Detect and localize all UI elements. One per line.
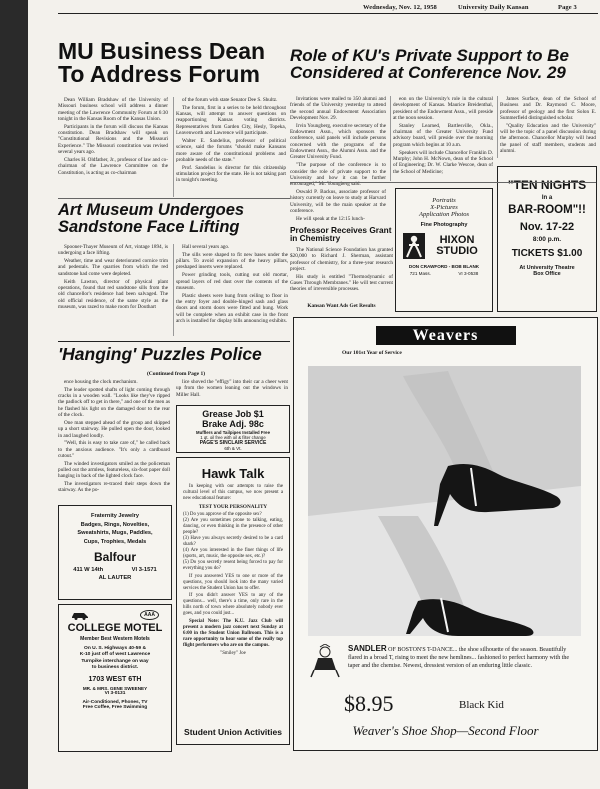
museum-para: Plastic sheets were hung from ceiling to floor in the entry foyer and double-hinged sash and glass doors and storm doors were fitted and hung. Work will be complete when an exhibit case in the front arch is installed for display bills announcing exhibits.	[176, 292, 288, 324]
puzzles-para: One man stepped ahead of the group and skipped up a short stairway. He pulled open the door, looked in and laughed loudly.	[58, 419, 170, 439]
conference-para: Stanley Learned, Bartlesville, Okla., chairman of the Greater University Fund advisory board, will preside over the morning program which begins at 10 a.m.	[393, 122, 493, 148]
grease-line6: 6th & Vt.	[224, 446, 242, 451]
grease-line5: PAGE'S SINCLAIR SERVICE	[199, 440, 267, 446]
conference-col2	[393, 96, 493, 176]
theatre-venue: At University Theatre	[519, 265, 575, 271]
newspaper-page	[28, 0, 600, 789]
section-rule	[58, 198, 290, 199]
hawk-intro: In keeping with our attempts to raise the cultural level of this campus, we now present a new educational feature:	[183, 484, 283, 501]
motel-member: Member Best Western Motels	[80, 636, 150, 642]
conference-para: Speakers will include Chancellor Franklin D. Murphy; John H. McNown, dean of the School of Engineering; Dr. W. Clarke Wescoe, dean of the School of Medicine;	[393, 149, 493, 175]
conference-para: eon on the University's role in the cultural development of Kansas. Maurice Breidenthal, president of the Endowment Assn., will preside at the noon session.	[393, 96, 493, 122]
theatre-box: Box Office	[533, 271, 561, 277]
grease-line3: Mufflers and Tailpipes Installed Free	[196, 430, 270, 435]
car-icon	[71, 610, 89, 620]
conference-para: Invitations were mailed to 350 alumni and friends of the University yesterday to attend the second annual Endowment Association Development Nov. 29.	[290, 96, 386, 122]
forum-col2	[176, 97, 286, 185]
hawk-talk-title: Hawk Talk	[201, 466, 265, 481]
forum-headline: MU Business Dean To Address Forum	[58, 38, 266, 88]
conference-para: "Quality Education and the University" will be the topic of a panel discussion during the afternoon. Chancellor Murphy will head the panel of staff members, students and alumni.	[500, 122, 596, 155]
balfour-phone: VI 3-1571	[131, 566, 157, 573]
column-rule	[390, 96, 391, 181]
forum-para: Participants in the forum will discuss the Kansas constitution. Dean Bradshaw will speak on "Constitutional Revisions and the Missouri Experience." The Missouri constitution was revised several years ago.	[58, 123, 168, 156]
forum-para: Charles H. Oldfather, Jr., professor of law and co-chairman of the Lawrence Committee on the Constitution, is acting as co-chairman	[58, 156, 168, 176]
hixon-line: Portraits	[432, 197, 456, 204]
puzzles-para: ence housing the clock mechanism.	[64, 379, 138, 385]
conference-para: "The purpose of the conference is to consider the role of private support to the University and how it can be further encouraged," Mr. Youngberg said.	[290, 162, 386, 188]
theatre-in: In a	[541, 195, 553, 201]
hixon-phone: VI 3-0538	[458, 271, 479, 276]
conference-para: James Surface, dean of the School of Business and Dr. Raymond C. Moore, professor of geology and the first Solon E. Summerfield distinguished scholar.	[500, 96, 596, 122]
weavers-ad	[293, 317, 598, 751]
masthead-rule	[58, 13, 598, 14]
continued-line: (Continued from Page 1)	[146, 371, 206, 377]
college-motel-ad	[58, 604, 172, 752]
balfour-address: 411 W 14th	[73, 566, 104, 573]
dancer-icon	[403, 233, 425, 259]
conference-col3	[500, 96, 596, 156]
masthead-date: Wednesday, Nov. 12, 1958	[363, 4, 437, 11]
forum-para: Dean William Bradshaw of the University of Missouri business school will address a dinner meeting of the Lawrence Community Forum at 6:30 tonight in the Kansas Room of the Kansas Union.	[58, 97, 168, 123]
forum-para: Walter E. Sandelius, professor of political science, said the forums "should make Kansans more aware of the constitutional problems and probable needs of the state."	[176, 137, 286, 163]
hawk-question: (2) Are you sometimes prone to talking, eating, dancing, or even thinking in the presence of other people?	[183, 518, 283, 536]
hixon-line: Application Photos	[418, 211, 469, 218]
conference-para: Irvin Youngberg, executive secretary of the Endowment Assn., which sponsors the conference, said panels will include persons concerned with the programs of the Endowment Assn., the Alumni Assn. and the Greater University Fund.	[290, 122, 386, 161]
conference-para: Oswald P. Backus, associate professor of history currently on leave to study at Harvard University, will be the main speaker at the conference.	[290, 188, 386, 215]
hawk-talk-content	[177, 481, 289, 657]
column-rule	[173, 97, 174, 197]
grant-para: The National Science Foundation has granted $20,000 to Richard J. Sherman, assistant professor of chemistry, for a three-year research project.	[290, 247, 393, 273]
conference-para: He will speak at the 12:15 lunch-	[296, 215, 365, 222]
grease-line1: Grease Job $1	[202, 409, 264, 419]
balfour-line: Badges, Rings, Novelties,	[80, 521, 150, 528]
clown-illustration	[308, 644, 342, 678]
forum-col1	[58, 97, 168, 177]
weavers-logo: Weavers	[376, 326, 516, 345]
puzzles-para: The winded investigators smiled as the policeman pulled out the armless, featureless, six-foot paper doll hanging in back of the lighted clock face.	[58, 460, 170, 480]
motel-line: On U. S. Highways 40-59 &	[84, 646, 146, 651]
section-rule	[58, 341, 290, 342]
conference-headline: Role of KU's Private Support to Be Considered at Conference Nov. 29	[290, 46, 569, 83]
hawk-special: Special Note: The K.U. Jazz Club will present a modern jazz concert next Sunday at 6:00 in the Student Union Ballroom. This is a rare opportunity to hear some of the really top flight performers who are on the campus.	[183, 618, 283, 648]
hixon-name: HIXON STUDIO	[436, 234, 478, 257]
motel-phone: VI 3-0131	[104, 690, 126, 696]
puzzles-para: "Well, this is easy to take care of," he called back to the anxious audience. "It's only a cardboard cutout."	[58, 440, 170, 459]
motel-owners: MR. & MRS. GENE SWEENEY	[82, 685, 148, 691]
column-rule	[497, 96, 498, 158]
forum-para: of the forum with state Senator Dee S. Shultz.	[182, 97, 278, 103]
want-ads-line: Kansan Want Ads Get Results	[307, 303, 376, 309]
masthead-paper: University Daily Kansan	[458, 4, 529, 11]
hawk-question: (1) Do you approve of the opposite sex?	[183, 512, 262, 518]
hawk-para: If you didn't answer YES to any of the questions... well, there's a time, only rare in the hills north of town where absolutely nobody ever goes, and you could just...	[183, 593, 283, 617]
hixon-names: DON CRAWFORD - BOB BLANK	[408, 264, 480, 269]
grease-line2: Brake Adj. 98c	[202, 419, 264, 429]
motel-line: Air-Conditioned, Phones, TV	[82, 699, 148, 705]
hawk-sign: "Smiley" Joe	[220, 650, 246, 656]
section-rule	[290, 182, 596, 183]
museum-headline: Art Museum Undergoes Sandstone Face Lifting	[58, 201, 245, 236]
theatre-tickets: TICKETS $1.00	[511, 248, 583, 259]
masthead-page: Page 3	[558, 4, 577, 11]
theatre-time: 8:00 p.m.	[532, 236, 562, 243]
sandler-copy	[348, 644, 580, 670]
motel-address: 1703 WEST 6TH	[88, 675, 142, 683]
motel-line: K-10 just off of west Lawrence	[79, 652, 151, 658]
museum-col2	[176, 244, 288, 326]
theatre-barroom: BAR-ROOM"!!	[508, 204, 586, 216]
puzzles-col2	[176, 379, 288, 399]
theatre-title: "TEN NIGHTS	[507, 178, 587, 192]
grant-body	[290, 247, 393, 294]
dancing-figure-icon	[308, 644, 342, 678]
aaa-badge: AAA	[140, 610, 159, 620]
hawk-test-title: TEST YOUR PERSONALITY	[198, 503, 268, 510]
museum-para: Keith Lawton, director of physical plant operations, found that red sandstone sills from the old chancellor's residence had been salvaged. The old official residence, of the same style as the museum, was razed to make room for Douthart	[58, 278, 168, 310]
balfour-line: Fraternity Jewelry	[91, 513, 139, 519]
hawk-question: (3) Have you always secretly desired to be a card shark?	[183, 536, 283, 548]
conference-col1	[290, 96, 386, 223]
weavers-year: Our 101st Year of Service	[342, 350, 402, 356]
hawk-question: (4) Are you interested in the finer things of life (sports, art, music, the opposite sex, etc.)?	[183, 548, 283, 560]
motel-line: to business district.	[91, 665, 139, 671]
theatre-dates: Nov. 17-22	[519, 221, 575, 233]
balfour-name: Balfour	[94, 549, 136, 564]
hixon-studio-ad	[395, 188, 493, 312]
museum-para: Weather, time and wear deteriorated cornice trim and pedestals. The quarries from which the red sandstone had come were depleted.	[58, 258, 168, 277]
motel-line: Turnpike interchange on way	[81, 658, 149, 664]
hawk-footer: Student Union Activities	[184, 727, 282, 738]
puzzles-headline: 'Hanging' Puzzles Police	[58, 344, 262, 364]
motel-name: COLLEGE MOTEL	[67, 622, 163, 634]
puzzles-para: lice shoved the "effigy" into their car a cheer went up from the women leaning out the windows in Miller Hall.	[176, 379, 288, 398]
museum-para: Hall several years ago.	[182, 244, 230, 250]
balfour-line: Cups, Trophies, Medals	[83, 538, 147, 545]
forum-para: Prof. Sandelius is director for this citizenship stimulation project for the state. He is not taking part in tonight's meeting.	[176, 164, 286, 184]
hixon-line: Fine Photography	[420, 222, 468, 228]
grease-job-ad	[176, 405, 290, 453]
hixon-line: X-Pictures	[430, 204, 458, 211]
sandler-description: OF BOSTON'S T-DANCE... the shoe silhouette of the season. Beautifully flared in a broad T, rising to meet the new hemlines... fashioned to perfect harmony with the taper and the chemise. Newest, dressiest version of an enduring little classic.	[348, 647, 570, 669]
museum-para: The sills were shaped to fit new bases under the pillars. To avoid expansion of the heavy pillars, preshaped inserts were replaced.	[176, 251, 288, 271]
balfour-person: AL LAUTER	[98, 574, 132, 581]
forum-para: The forum, first in a series to be held throughout Kansas, will attempt to answer questions on reapportioning Kansas voting districts. Representatives from Garden City, Hesly, Topeka, Leavenworth and Lawrence will participate.	[176, 104, 286, 137]
puzzles-para: The leader spotted shafts of light coming through cracks in a wooden wall. "Looks like they've ripped the padlock off to get in there," and one of the men as he flashed his light on the damaged door to the rear of the clock.	[58, 386, 170, 419]
hawk-question: (5) Do you secretly resent being forced to pay for everything you do?	[183, 560, 283, 572]
shoe-material: Black Kid	[459, 699, 504, 711]
shoe-photo	[308, 366, 581, 636]
puzzles-para: The investigators re-traced their steps down the stairway. As the po-	[58, 481, 170, 494]
shoe-price: $8.95	[344, 691, 394, 716]
hixon-address: 721 Mass.	[409, 271, 431, 276]
grant-para: His study is entitled "Thermodynamic of Gases Through Membranes." He will test current theories of irreversible processes.	[290, 273, 393, 293]
ten-nights-ad	[497, 166, 597, 312]
balfour-ad	[58, 505, 172, 600]
column-rule	[173, 244, 174, 336]
hawk-para: If you answered YES to one or more of the questions, you should look into the many varied services the Student Union has to offer.	[183, 574, 283, 592]
puzzles-col1	[58, 379, 170, 495]
motel-line: Free Coffee, Free Swimming	[82, 704, 148, 710]
shoe-shop: Weaver's Shoe Shop—Second Floor	[352, 723, 539, 738]
grease-line4: 1 qt. oil free with oil & filter change	[200, 435, 266, 440]
grant-headline: Professor Receives Grant in Chemistry	[290, 225, 392, 244]
shoe-illustration	[308, 366, 581, 636]
hawk-talk-box	[176, 457, 290, 745]
museum-col1	[58, 244, 168, 312]
balfour-line: Sweatshirts, Mugs, Paddles,	[77, 530, 153, 537]
museum-para: Spooner-Thayer Museum of Art, vintage 1894, is undergoing a face lifting.	[58, 244, 168, 257]
museum-para: Power grinding tools, cutting out old mortar, spread layers of red dust over the contents of the museum.	[176, 272, 288, 291]
sandler-brand: SANDLER	[348, 644, 387, 653]
